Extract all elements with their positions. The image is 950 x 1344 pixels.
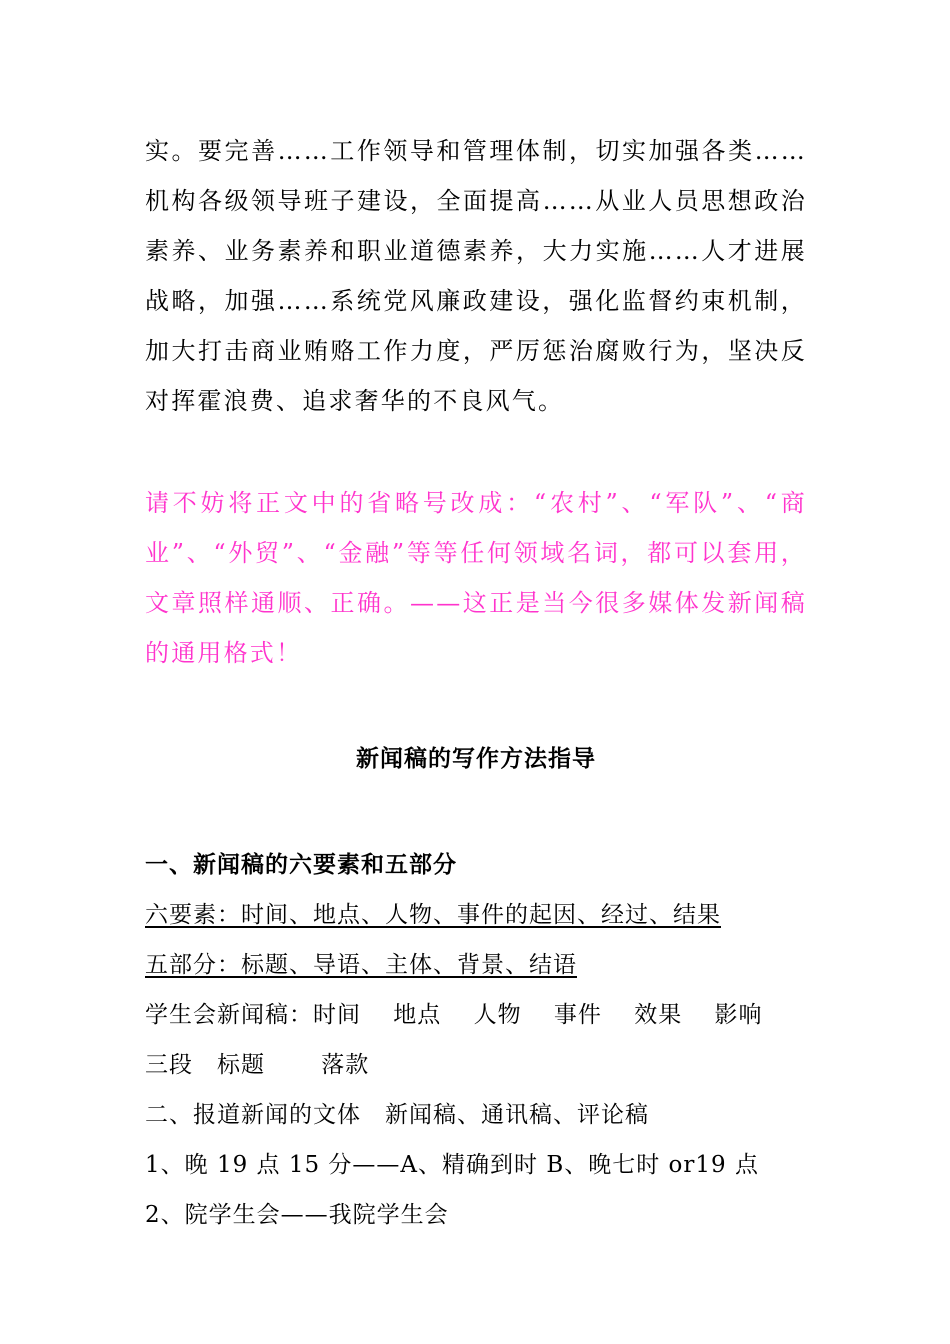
five-parts-line: 五部分：标题、导语、主体、背景、结语 — [145, 952, 577, 978]
note-paragraph: 请不妨将正文中的省略号改成：“农村”、“军队”、“商业”、“外贸”、“金融”等等任何领域名词，都可以套用，文章照样通顺、正确。——这正是当今很多媒体发新闻稿的通用格式！ — [145, 489, 807, 667]
spacer — [145, 784, 807, 840]
list-item-1: 1、晚 19 点 15 分——A、精确到时 B、晚七时 or19 点 — [145, 1152, 759, 1178]
heading-one: 一、新闻稿的六要素和五部分 — [145, 852, 457, 878]
student-union-line: 学生会新闻稿：时间 地点 人物 事件 效果 影响 三段 标题 落款 — [145, 1002, 787, 1078]
heading-two-line: 二、报道新闻的文体 新闻稿、通讯稿、评论稿 — [145, 1102, 649, 1128]
six-elements-line: 六要素：时间、地点、人物、事件的起因、经过、结果 — [145, 902, 721, 928]
body-paragraph: 实。要完善……工作领导和管理体制，切实加强各类……机构各级领导班子建设，全面提高……从业人员思想政治素养、业务素养和职业道德素养，大力实施……人才进展战略，加强……系统党风廉政建设，强化监督约束机制，加大打击商业贿赂工作力度，严厉惩治腐败行为，坚决反对挥霍浪费、追求奢华的不良风气。 — [145, 137, 807, 415]
list-item-2: 2、院学生会——我院学生会 — [145, 1202, 449, 1228]
section-title: 新闻稿的写作方法指导 — [356, 746, 596, 772]
document-page — [145, 126, 807, 1240]
spacer — [145, 678, 807, 734]
spacer — [145, 426, 807, 478]
